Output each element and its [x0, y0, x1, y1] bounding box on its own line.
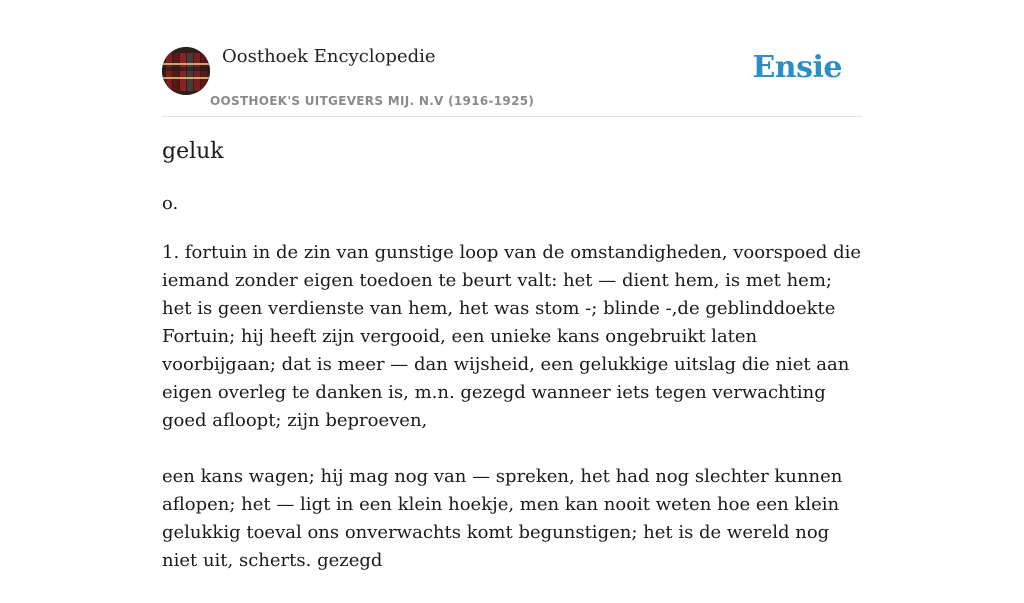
definition-paragraph: een kans wagen; hij mag nog van — spreken, het had nog slechter kunnen aflopen; het — ligt in een klein hoekje, men kan nooit weten hoe een klein gelukkig toeval ons onverwachts komt begunstigen; het is de wereld nog niet uit, scherts. gezegd [162, 466, 843, 571]
grammar-label: o. [162, 193, 179, 214]
definition-paragraph: 1. fortuin in de zin van gunstige loop van de omstandigheden, voorspoed die iemand zonder eigen toedoen te beurt valt: het — dient hem, is met hem; het is geen verdienste van hem, het was stom -; blinde -,de geblinddoekte Fortuin; hij heeft zijn vergooid, een unieke kans ongebruikt laten voorbijgaan; dat is meer — dan wijsheid, een gelukkige uitslag die niet aan eigen overleg te danken is, m.n. gezegd wanneer iets tegen verwachting goed afloopt; zijn beproeven, [162, 242, 862, 431]
page-container [162, 0, 862, 571]
definition-text [162, 239, 862, 603]
site-header [162, 0, 862, 117]
encyclopedia-books-icon[interactable] [162, 47, 210, 95]
publisher-label: OOSTHOEK'S UITGEVERS MIJ. N.V (1916-1925) [210, 94, 535, 108]
site-name[interactable]: Oosthoek Encyclopedie [222, 46, 436, 67]
ensie-logo[interactable]: Ensie [752, 50, 842, 85]
page-title: geluk [162, 139, 224, 164]
